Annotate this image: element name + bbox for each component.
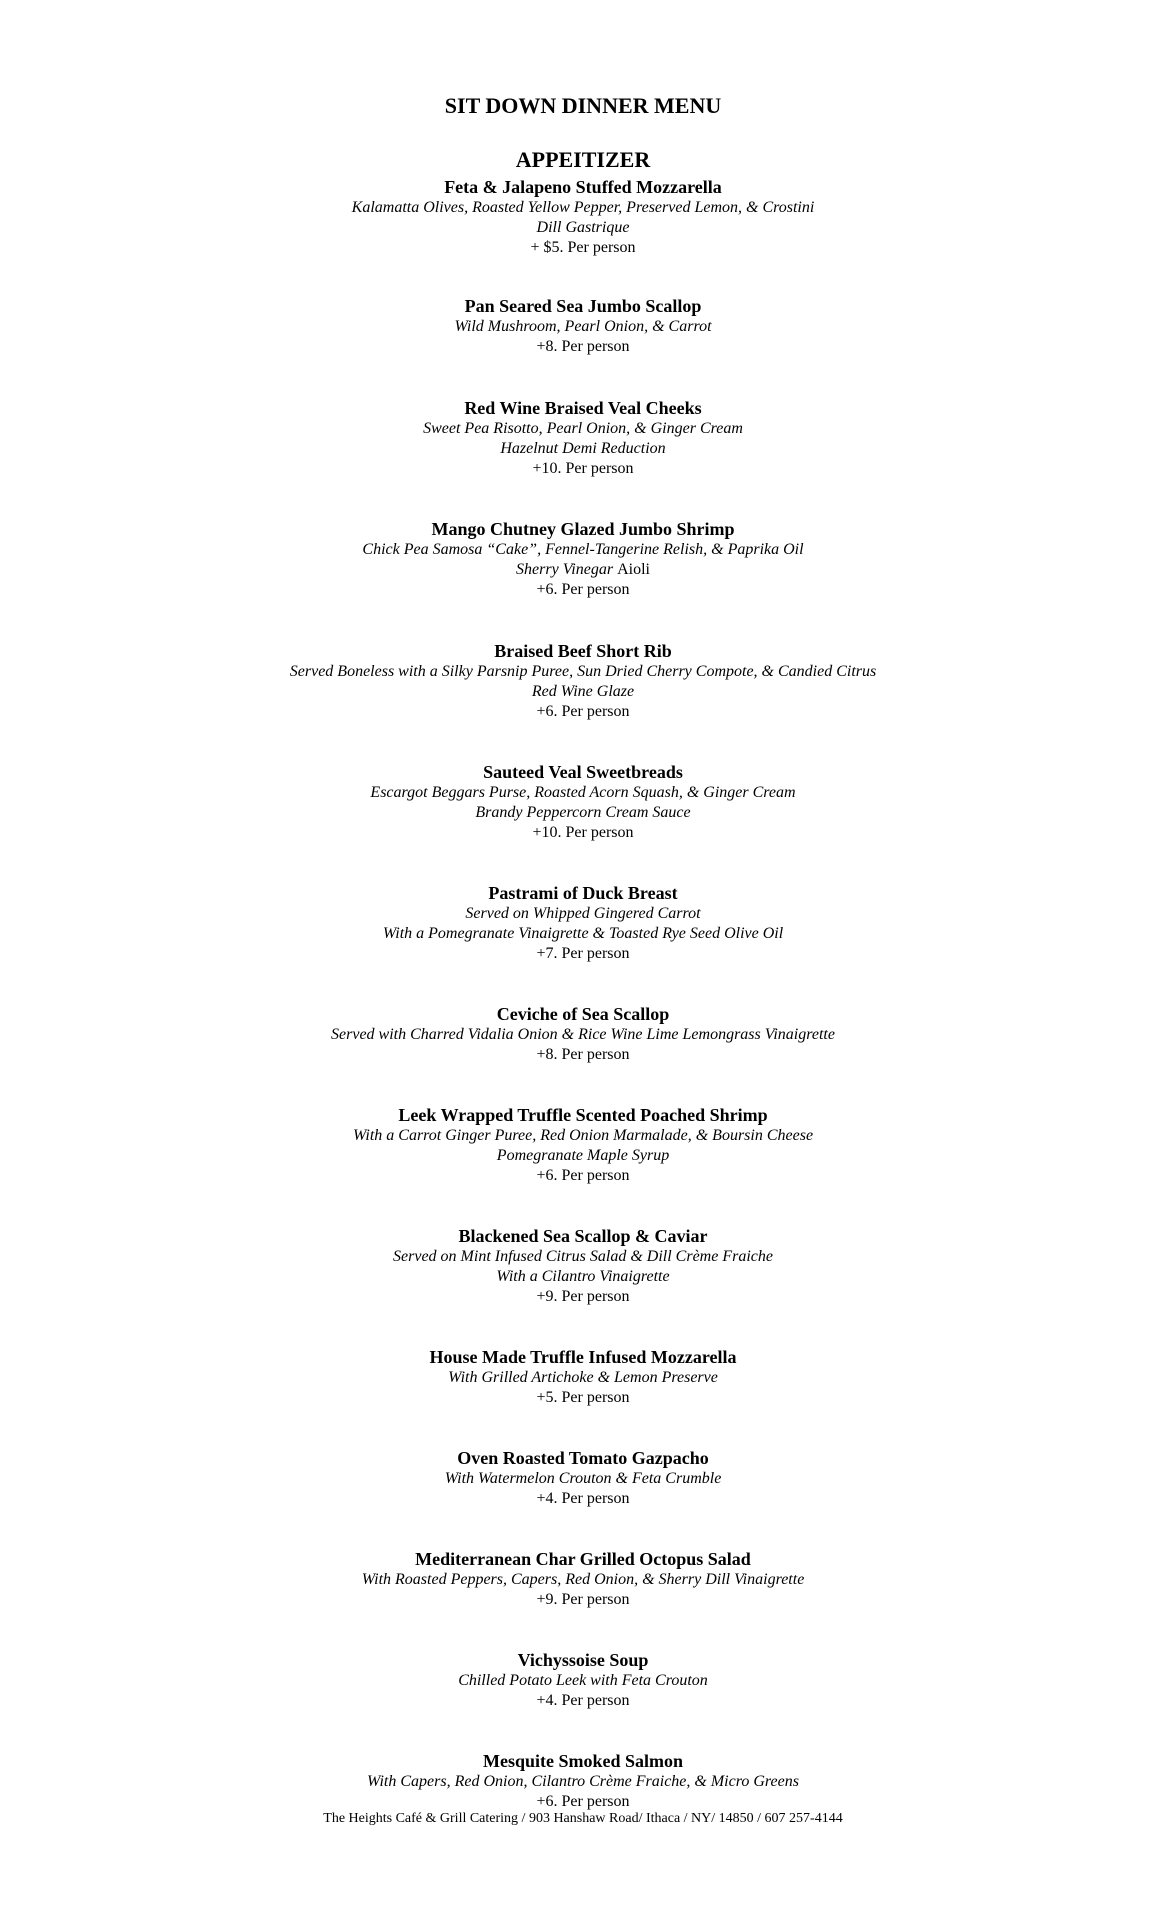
item-description: With Grilled Artichoke & Lemon Preserve [448,1369,718,1386]
item-description: Served on Whipped Gingered Carrot [465,905,701,922]
menu-item [0,1548,1166,1610]
menu-item [0,518,1166,600]
item-description: With Roasted Peppers, Capers, Red Onion, & Sherry Dill Vinaigrette [361,1571,805,1588]
item-description: With a Carrot Ginger Puree, Red Onion Marmalade, & Boursin Cheese [352,1127,814,1144]
item-description: Sweet Pea Risotto, Pearl Onion, & Ginger Cream [423,420,743,437]
item-description: Served with Charred Vidalia Onion & Rice Wine Lime Lemongrass Vinaigrette [331,1026,835,1043]
item-description: Red Wine Glaze [531,683,635,700]
item-name: Ceviche of Sea Scallop [496,1004,670,1024]
menu-item [0,1750,1166,1812]
item-description-plain: Aioli [617,561,650,578]
item-description: Brandy Peppercorn Cream Sauce [475,804,691,821]
item-price: +4. Per person [536,1692,630,1709]
item-price: +6. Per person [536,703,630,720]
item-description: Wild Mushroom, Pearl Onion, & Carrot [454,318,712,335]
menu-item [0,176,1166,258]
menu-item [0,1346,1166,1408]
item-name: Feta & Jalapeno Stuffed Mozzarella [444,177,722,197]
item-description: Served on Mint Infused Citrus Salad & Dill Crème Fraiche [393,1248,773,1265]
menu-item [0,1225,1166,1307]
item-description: Kalamatta Olives, Roasted Yellow Pepper, Preserved Lemon, & Crostini [351,199,815,216]
item-price: +8. Per person [536,338,630,355]
page-title: SIT DOWN DINNER MENU [444,93,722,118]
menu-item [0,882,1166,964]
section-heading: APPEITIZER [515,147,651,172]
menu-item [0,1447,1166,1509]
item-price: +6. Per person [536,1793,630,1810]
item-description-italic: Sherry Vinegar [516,561,618,578]
item-description: With a Cilantro Vinaigrette [496,1268,670,1285]
item-price: +4. Per person [536,1490,630,1507]
item-description: Chick Pea Samosa “Cake”, Fennel-Tangerine Relish, & Paprika Oil [362,541,804,558]
item-description: With Capers, Red Onion, Cilantro Crème Fraiche, & Micro Greens [367,1773,799,1790]
item-name: Oven Roasted Tomato Gazpacho [457,1448,709,1468]
item-description-mixed [0,560,1166,580]
item-price: +8. Per person [536,1046,630,1063]
menu-item [0,295,1166,357]
item-description: Dill Gastrique [536,219,630,236]
item-price: +7. Per person [536,945,630,962]
item-price: +9. Per person [536,1591,630,1608]
item-price: +6. Per person [536,1167,630,1184]
menu-item [0,640,1166,722]
item-description: Escargot Beggars Purse, Roasted Acorn Squash, & Ginger Cream [370,784,796,801]
item-description: With Watermelon Crouton & Feta Crumble [444,1470,722,1487]
item-price: +5. Per person [536,1389,630,1406]
item-name: Sauteed Veal Sweetbreads [483,762,683,782]
item-name: Red Wine Braised Veal Cheeks [464,398,702,418]
item-name: Blackened Sea Scallop & Caviar [458,1226,708,1246]
menu-item [0,1649,1166,1711]
footer-contact: The Heights Café & Grill Catering / 903 Hanshaw Road/ Ithaca / NY/ 14850 / 607 257-4144 [323,1811,843,1826]
item-name: Vichyssoise Soup [517,1650,649,1670]
item-price: +10. Per person [532,460,634,477]
menu-item [0,397,1166,479]
item-description: Hazelnut Demi Reduction [500,440,666,457]
item-name: House Made Truffle Infused Mozzarella [429,1347,737,1367]
item-name: Mango Chutney Glazed Jumbo Shrimp [431,519,735,539]
item-name: Braised Beef Short Rib [494,641,672,661]
item-description: Pomegranate Maple Syrup [496,1147,670,1164]
item-description: Served Boneless with a Silky Parsnip Puree, Sun Dried Cherry Compote, & Candied Citrus [289,663,877,680]
item-name: Pan Seared Sea Jumbo Scallop [464,296,702,316]
item-description: With a Pomegranate Vinaigrette & Toasted Rye Seed Olive Oil [382,925,784,942]
item-name: Mediterranean Char Grilled Octopus Salad [415,1549,751,1569]
item-price: +6. Per person [536,581,630,598]
menu-item [0,1104,1166,1186]
item-name: Mesquite Smoked Salmon [482,1751,684,1771]
item-name: Leek Wrapped Truffle Scented Poached Shrimp [398,1105,768,1125]
item-name: Pastrami of Duck Breast [488,883,678,903]
item-price: +9. Per person [536,1288,630,1305]
item-price: + $5. Per person [530,239,636,256]
item-price: +10. Per person [532,824,634,841]
menu-item [0,1003,1166,1065]
menu-item [0,761,1166,843]
item-description: Chilled Potato Leek with Feta Crouton [458,1672,708,1689]
